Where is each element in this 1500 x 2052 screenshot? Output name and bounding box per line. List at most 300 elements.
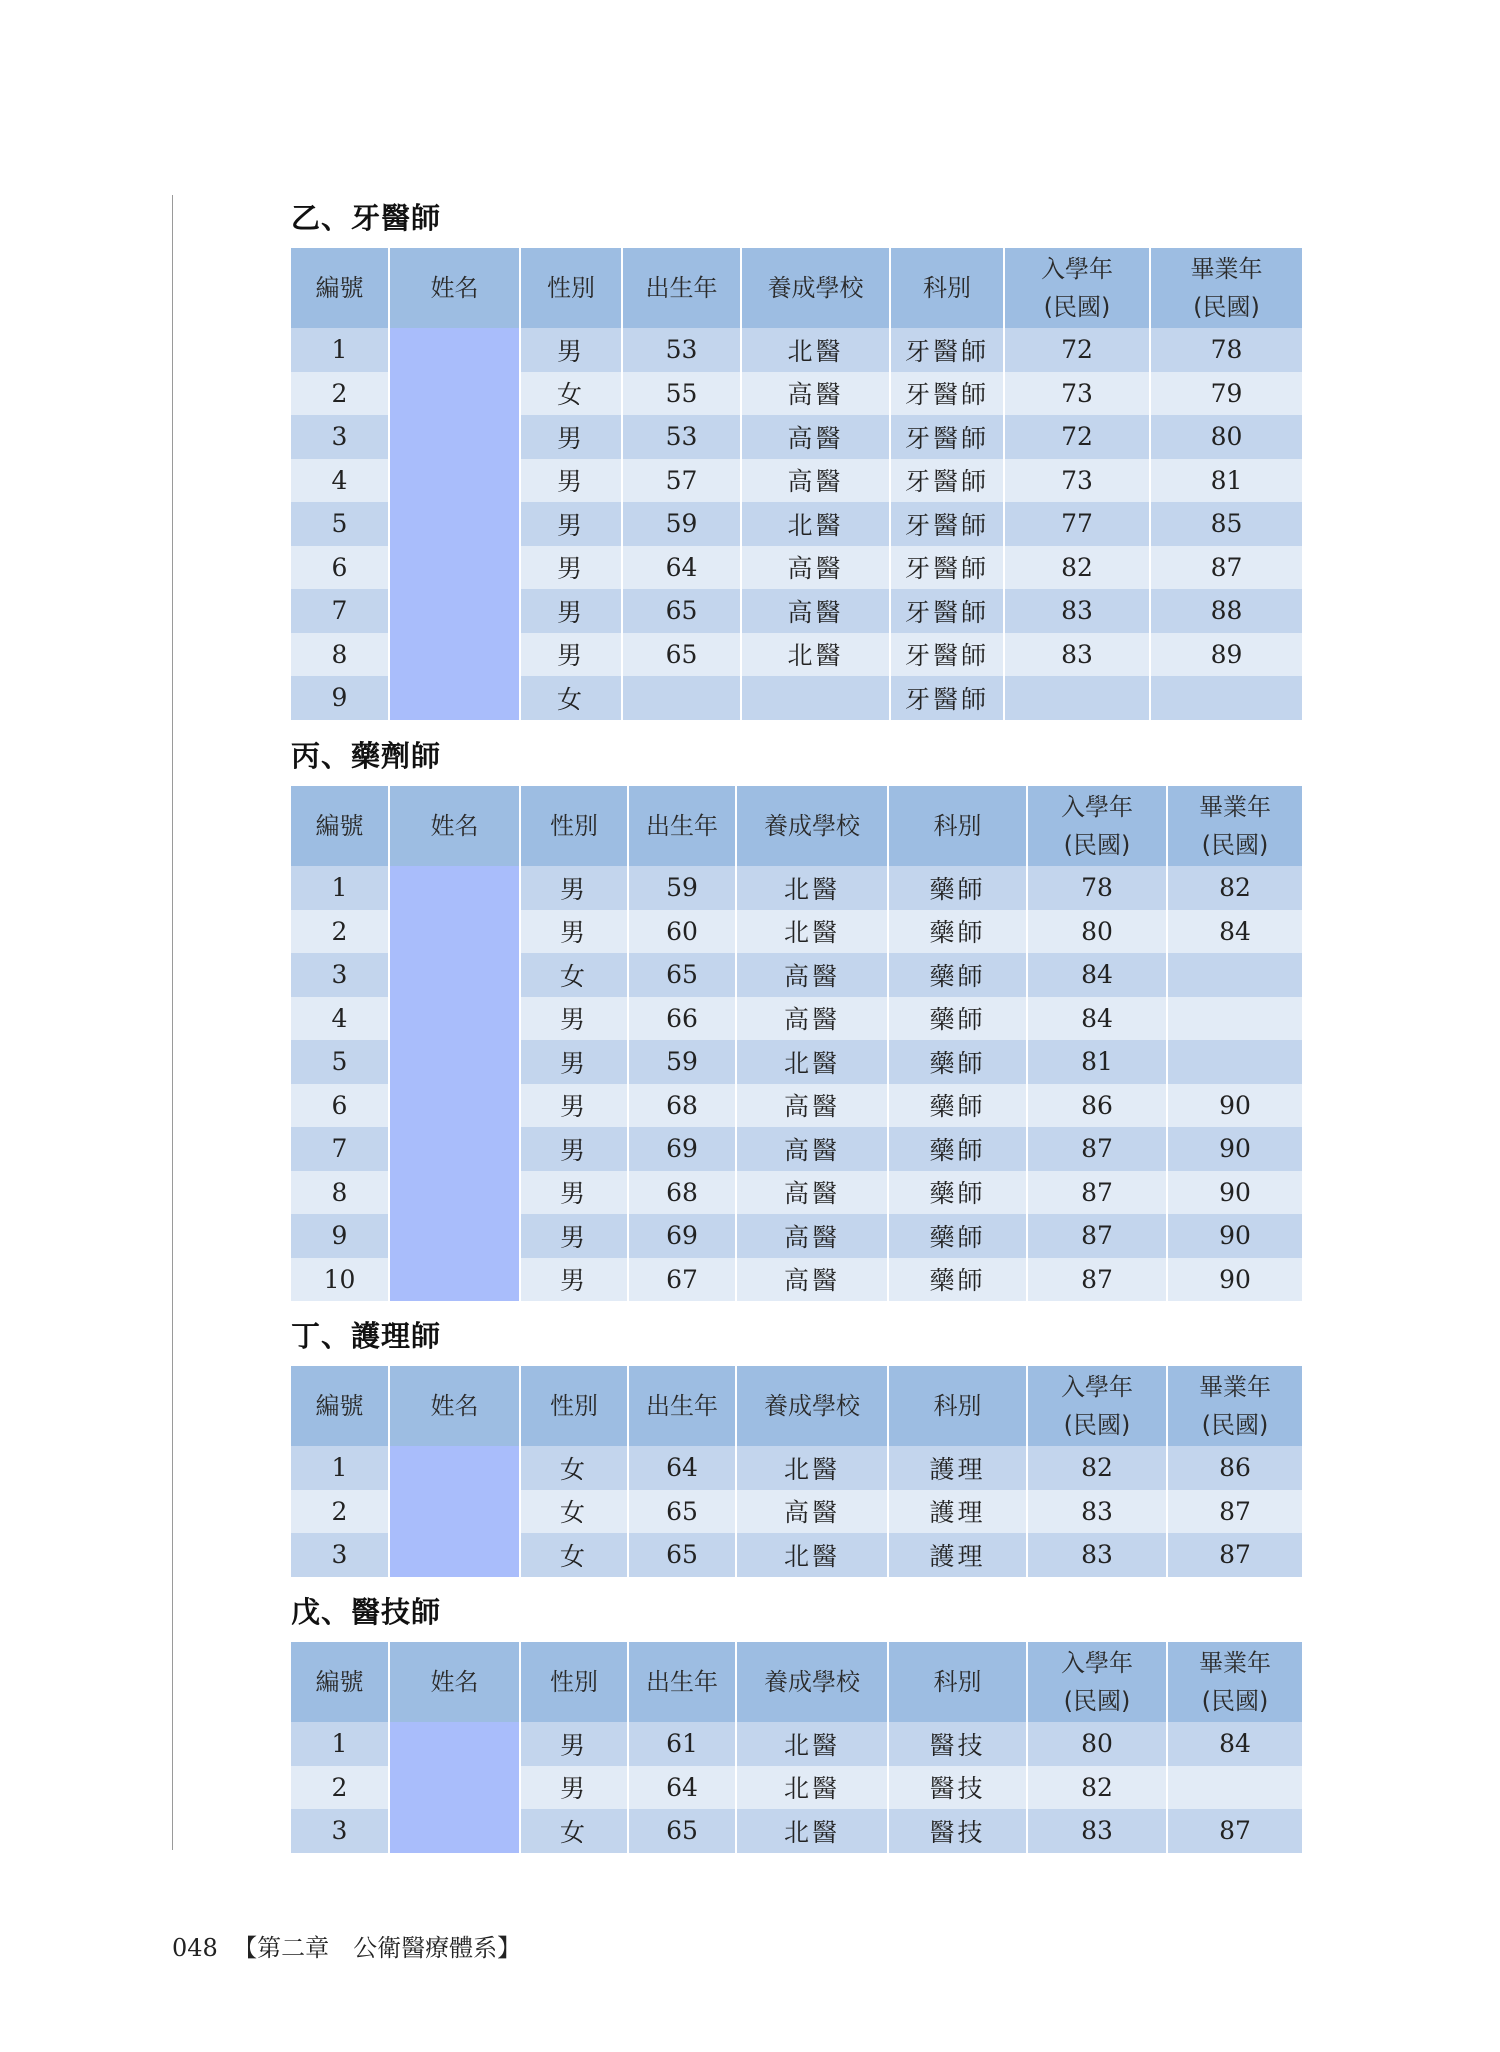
cell-birth-year: 53 xyxy=(622,415,741,459)
cell-number: 1 xyxy=(291,1722,389,1766)
table-row xyxy=(291,953,1302,997)
section-title: 丁、護理師 xyxy=(291,1319,442,1353)
cell-gender: 女 xyxy=(520,953,628,997)
cell-school: 高醫 xyxy=(741,546,890,590)
cell-gender: 男 xyxy=(520,1040,628,1084)
cell-birth-year: 57 xyxy=(622,459,741,503)
cell-specialty: 牙醫師 xyxy=(890,372,1004,416)
redacted-name-cell xyxy=(389,502,520,546)
header-label: 編號 xyxy=(315,1668,364,1696)
redacted-name-cell xyxy=(389,1490,520,1534)
header-label: 出生年 xyxy=(646,812,718,840)
cell-number: 5 xyxy=(291,502,389,546)
cell-specialty: 醫技 xyxy=(888,1809,1027,1853)
cell-number: 1 xyxy=(291,866,389,910)
cell-school: 高醫 xyxy=(736,997,888,1041)
table-row xyxy=(291,1722,1302,1766)
cell-specialty: 護理 xyxy=(888,1490,1027,1534)
table-row xyxy=(291,328,1302,372)
cell-birth-year: 65 xyxy=(628,1533,736,1577)
roster-table xyxy=(291,248,1302,720)
cell-enroll-year: 84 xyxy=(1027,997,1167,1041)
cell-number: 2 xyxy=(291,372,389,416)
cell-enroll-year: 73 xyxy=(1004,372,1150,416)
cell-school: 高醫 xyxy=(736,1127,888,1171)
cell-gender: 男 xyxy=(520,1084,628,1128)
redacted-name-cell xyxy=(389,1084,520,1128)
cell-specialty: 藥師 xyxy=(888,910,1027,954)
cell-school: 高醫 xyxy=(736,953,888,997)
header-name xyxy=(389,248,520,328)
header-label: (民國) xyxy=(1063,1411,1131,1439)
cell-gender: 男 xyxy=(520,459,622,503)
table-row xyxy=(291,589,1302,633)
cell-enroll-year: 80 xyxy=(1027,910,1167,954)
table-row xyxy=(291,1446,1302,1490)
cell-number: 3 xyxy=(291,953,389,997)
redacted-name-cell xyxy=(389,1446,520,1490)
redacted-name-cell xyxy=(389,1258,520,1302)
header-row xyxy=(291,1366,1302,1446)
cell-grad-year: 81 xyxy=(1150,459,1302,503)
header-label: 科別 xyxy=(923,274,971,302)
header-label: 畢業年 xyxy=(1199,1649,1271,1677)
header-label: 養成學校 xyxy=(767,274,864,302)
redacted-name-cell xyxy=(389,1171,520,1215)
cell-gender: 男 xyxy=(520,1214,628,1258)
cell-birth-year: 53 xyxy=(622,328,741,372)
table-row xyxy=(291,866,1302,910)
cell-birth-year: 67 xyxy=(628,1258,736,1302)
header-name xyxy=(389,1366,520,1446)
redacted-name-cell xyxy=(389,953,520,997)
cell-grad-year: 87 xyxy=(1167,1533,1302,1577)
header-label: 姓名 xyxy=(430,1668,479,1696)
table-row xyxy=(291,1809,1302,1853)
cell-enroll-year: 87 xyxy=(1027,1171,1167,1215)
header-school xyxy=(736,1642,888,1722)
header-label: 科別 xyxy=(933,812,982,840)
cell-number: 6 xyxy=(291,546,389,590)
header-birth-year xyxy=(628,1642,736,1722)
cell-grad-year: 85 xyxy=(1150,502,1302,546)
table-row xyxy=(291,1214,1302,1258)
cell-gender: 男 xyxy=(520,1766,628,1810)
redacted-name-cell xyxy=(389,1722,520,1766)
table-row xyxy=(291,546,1302,590)
chapter-title: 【第二章 公衛醫療體系】 xyxy=(233,1934,522,1962)
cell-enroll-year: 83 xyxy=(1027,1533,1167,1577)
section-title: 乙、牙醫師 xyxy=(291,201,442,235)
cell-school: 高醫 xyxy=(736,1490,888,1534)
cell-grad-year: 88 xyxy=(1150,589,1302,633)
cell-grad-year xyxy=(1167,997,1302,1041)
cell-grad-year: 84 xyxy=(1167,910,1302,954)
redacted-name-cell xyxy=(389,328,520,372)
cell-school: 高醫 xyxy=(736,1171,888,1215)
cell-birth-year: 60 xyxy=(628,910,736,954)
redacted-name-cell xyxy=(389,1214,520,1258)
header-number xyxy=(291,1366,389,1446)
cell-enroll-year: 78 xyxy=(1027,866,1167,910)
cell-grad-year: 78 xyxy=(1150,328,1302,372)
section-title: 丙、藥劑師 xyxy=(291,739,442,773)
cell-enroll-year: 83 xyxy=(1027,1809,1167,1853)
header-label: 養成學校 xyxy=(764,812,860,840)
cell-specialty: 藥師 xyxy=(888,1127,1027,1171)
cell-grad-year: 86 xyxy=(1167,1446,1302,1490)
table-row xyxy=(291,372,1302,416)
cell-specialty: 牙醫師 xyxy=(890,502,1004,546)
cell-specialty: 藥師 xyxy=(888,1214,1027,1258)
cell-school: 北醫 xyxy=(741,328,890,372)
header-grad-year xyxy=(1167,1642,1302,1722)
cell-specialty: 藥師 xyxy=(888,1040,1027,1084)
cell-enroll-year: 87 xyxy=(1027,1127,1167,1171)
header-school xyxy=(736,786,888,866)
cell-grad-year: 90 xyxy=(1167,1084,1302,1128)
cell-school: 高醫 xyxy=(736,1258,888,1302)
table-row xyxy=(291,997,1302,1041)
table-row xyxy=(291,1258,1302,1302)
cell-enroll-year: 82 xyxy=(1027,1766,1167,1810)
header-specialty xyxy=(890,248,1004,328)
table-row xyxy=(291,1533,1302,1577)
cell-birth-year: 65 xyxy=(622,589,741,633)
cell-specialty: 藥師 xyxy=(888,1258,1027,1302)
header-enroll-year xyxy=(1027,1366,1167,1446)
cell-school: 北醫 xyxy=(736,1533,888,1577)
cell-specialty: 醫技 xyxy=(888,1766,1027,1810)
header-enroll-year xyxy=(1004,248,1150,328)
cell-number: 8 xyxy=(291,633,389,677)
cell-grad-year: 89 xyxy=(1150,633,1302,677)
cell-gender: 男 xyxy=(520,633,622,677)
cell-grad-year: 90 xyxy=(1167,1127,1302,1171)
cell-school: 高醫 xyxy=(741,415,890,459)
cell-gender: 男 xyxy=(520,328,622,372)
header-row xyxy=(291,248,1302,328)
header-label: (民國) xyxy=(1201,1411,1269,1439)
cell-enroll-year: 82 xyxy=(1004,546,1150,590)
cell-grad-year: 80 xyxy=(1150,415,1302,459)
header-number xyxy=(291,1642,389,1722)
header-label: 入學年 xyxy=(1061,793,1133,821)
cell-birth-year: 59 xyxy=(628,1040,736,1084)
cell-gender: 男 xyxy=(520,502,622,546)
redacted-name-cell xyxy=(389,1766,520,1810)
page-number: 048 xyxy=(172,1934,218,1962)
redacted-name-cell xyxy=(389,546,520,590)
header-label: 養成學校 xyxy=(764,1392,860,1420)
header-label: (民國) xyxy=(1063,831,1131,859)
cell-birth-year: 69 xyxy=(628,1214,736,1258)
header-grad-year xyxy=(1167,786,1302,866)
cell-specialty: 藥師 xyxy=(888,997,1027,1041)
cell-number: 4 xyxy=(291,459,389,503)
cell-gender: 女 xyxy=(520,372,622,416)
cell-number: 7 xyxy=(291,1127,389,1171)
header-label: 出生年 xyxy=(646,1392,718,1420)
cell-school: 高醫 xyxy=(736,1084,888,1128)
cell-gender: 女 xyxy=(520,1809,628,1853)
header-name xyxy=(389,1642,520,1722)
cell-gender: 男 xyxy=(520,1258,628,1302)
section-title: 戊、醫技師 xyxy=(291,1595,442,1629)
table-row xyxy=(291,1766,1302,1810)
cell-birth-year: 64 xyxy=(628,1766,736,1810)
cell-birth-year: 59 xyxy=(628,866,736,910)
table-row xyxy=(291,1084,1302,1128)
table-row xyxy=(291,1127,1302,1171)
header-label: 畢業年 xyxy=(1199,1373,1271,1401)
cell-grad-year xyxy=(1167,1766,1302,1810)
cell-birth-year: 64 xyxy=(628,1446,736,1490)
header-label: (民國) xyxy=(1201,831,1269,859)
section-1 xyxy=(291,728,1302,1301)
cell-birth-year: 65 xyxy=(628,953,736,997)
cell-gender: 男 xyxy=(520,589,622,633)
cell-grad-year: 87 xyxy=(1167,1490,1302,1534)
table-row xyxy=(291,415,1302,459)
cell-school: 北醫 xyxy=(736,910,888,954)
cell-grad-year: 87 xyxy=(1150,546,1302,590)
header-label: 姓名 xyxy=(430,1392,479,1420)
cell-grad-year: 87 xyxy=(1167,1809,1302,1853)
section-0 xyxy=(291,190,1302,720)
header-grad-year xyxy=(1167,1366,1302,1446)
cell-birth-year: 69 xyxy=(628,1127,736,1171)
header-label: 性別 xyxy=(547,274,595,302)
header-label: 入學年 xyxy=(1041,255,1113,283)
cell-birth-year: 65 xyxy=(628,1490,736,1534)
cell-specialty: 醫技 xyxy=(888,1722,1027,1766)
header-label: 編號 xyxy=(315,274,364,302)
redacted-name-cell xyxy=(389,1127,520,1171)
cell-specialty: 牙醫師 xyxy=(890,459,1004,503)
cell-school: 北醫 xyxy=(736,866,888,910)
header-school xyxy=(741,248,890,328)
cell-specialty: 牙醫師 xyxy=(890,328,1004,372)
cell-gender: 男 xyxy=(520,1127,628,1171)
redacted-name-cell xyxy=(389,997,520,1041)
cell-enroll-year: 72 xyxy=(1004,415,1150,459)
cell-birth-year: 61 xyxy=(628,1722,736,1766)
header-label: 性別 xyxy=(550,1668,598,1696)
cell-grad-year: 82 xyxy=(1167,866,1302,910)
cell-gender: 女 xyxy=(520,1490,628,1534)
cell-gender: 男 xyxy=(520,997,628,1041)
cell-specialty: 牙醫師 xyxy=(890,415,1004,459)
header-specialty xyxy=(888,1642,1027,1722)
cell-enroll-year: 73 xyxy=(1004,459,1150,503)
header-label: 性別 xyxy=(550,1392,598,1420)
cell-number: 4 xyxy=(291,997,389,1041)
cell-gender: 女 xyxy=(520,1533,628,1577)
cell-grad-year: 90 xyxy=(1167,1171,1302,1215)
table-row xyxy=(291,910,1302,954)
cell-specialty: 藥師 xyxy=(888,953,1027,997)
redacted-name-cell xyxy=(389,372,520,416)
cell-school: 北醫 xyxy=(736,1766,888,1810)
cell-school: 高醫 xyxy=(736,1214,888,1258)
cell-number: 1 xyxy=(291,328,389,372)
cell-gender: 男 xyxy=(520,415,622,459)
section-3 xyxy=(291,1584,1302,1853)
cell-number: 2 xyxy=(291,1490,389,1534)
header-enroll-year xyxy=(1027,786,1167,866)
header-label: 養成學校 xyxy=(764,1668,860,1696)
header-gender xyxy=(520,248,622,328)
cell-school: 北醫 xyxy=(736,1722,888,1766)
cell-birth-year: 65 xyxy=(628,1809,736,1853)
cell-birth-year: 68 xyxy=(628,1084,736,1128)
redacted-name-cell xyxy=(389,1809,520,1853)
header-number xyxy=(291,248,389,328)
header-label: 出生年 xyxy=(646,1668,718,1696)
header-label: (民國) xyxy=(1063,1687,1131,1715)
cell-grad-year: 90 xyxy=(1167,1258,1302,1302)
header-label: 出生年 xyxy=(645,274,718,302)
cell-number: 7 xyxy=(291,589,389,633)
cell-birth-year: 66 xyxy=(628,997,736,1041)
header-label: 科別 xyxy=(933,1668,982,1696)
cell-enroll-year: 83 xyxy=(1027,1490,1167,1534)
cell-school: 北醫 xyxy=(736,1809,888,1853)
header-specialty xyxy=(888,786,1027,866)
header-gender xyxy=(520,1642,628,1722)
cell-enroll-year: 72 xyxy=(1004,328,1150,372)
cell-number: 3 xyxy=(291,415,389,459)
table-row xyxy=(291,1490,1302,1534)
cell-gender: 男 xyxy=(520,910,628,954)
cell-gender: 女 xyxy=(520,676,622,720)
header-number xyxy=(291,786,389,866)
header-birth-year xyxy=(628,786,736,866)
roster-table xyxy=(291,1642,1302,1853)
cell-enroll-year: 86 xyxy=(1027,1084,1167,1128)
redacted-name-cell xyxy=(389,676,520,720)
cell-enroll-year: 83 xyxy=(1004,633,1150,677)
roster-table xyxy=(291,786,1302,1301)
cell-grad-year xyxy=(1167,1040,1302,1084)
header-row xyxy=(291,786,1302,866)
header-label: 性別 xyxy=(550,812,598,840)
header-specialty xyxy=(888,1366,1027,1446)
cell-enroll-year: 80 xyxy=(1027,1722,1167,1766)
roster-table xyxy=(291,1366,1302,1577)
header-label: 入學年 xyxy=(1061,1373,1133,1401)
cell-school: 高醫 xyxy=(741,459,890,503)
cell-number: 9 xyxy=(291,1214,389,1258)
cell-specialty: 藥師 xyxy=(888,1084,1027,1128)
redacted-name-cell xyxy=(389,1533,520,1577)
cell-school: 北醫 xyxy=(736,1446,888,1490)
cell-gender: 男 xyxy=(520,1171,628,1215)
cell-birth-year xyxy=(622,676,741,720)
cell-gender: 女 xyxy=(520,1446,628,1490)
cell-specialty: 藥師 xyxy=(888,866,1027,910)
cell-grad-year xyxy=(1150,676,1302,720)
redacted-name-cell xyxy=(389,910,520,954)
cell-number: 5 xyxy=(291,1040,389,1084)
cell-number: 3 xyxy=(291,1533,389,1577)
cell-birth-year: 65 xyxy=(622,633,741,677)
cell-enroll-year: 84 xyxy=(1027,953,1167,997)
cell-school: 北醫 xyxy=(736,1040,888,1084)
table-row xyxy=(291,1040,1302,1084)
header-label: (民國) xyxy=(1043,293,1111,321)
header-grad-year xyxy=(1150,248,1302,328)
cell-specialty: 牙醫師 xyxy=(890,676,1004,720)
cell-enroll-year: 82 xyxy=(1027,1446,1167,1490)
header-label: (民國) xyxy=(1193,293,1260,321)
header-school xyxy=(736,1366,888,1446)
cell-gender: 男 xyxy=(520,546,622,590)
header-gender xyxy=(520,786,628,866)
header-row xyxy=(291,1642,1302,1722)
cell-number: 10 xyxy=(291,1258,389,1302)
cell-birth-year: 55 xyxy=(622,372,741,416)
header-label: 編號 xyxy=(315,1392,364,1420)
header-label: 編號 xyxy=(315,812,364,840)
cell-school: 高醫 xyxy=(741,589,890,633)
header-label: (民國) xyxy=(1201,1687,1269,1715)
cell-grad-year: 84 xyxy=(1167,1722,1302,1766)
redacted-name-cell xyxy=(389,589,520,633)
header-label: 姓名 xyxy=(430,812,479,840)
cell-specialty: 牙醫師 xyxy=(890,589,1004,633)
cell-enroll-year: 81 xyxy=(1027,1040,1167,1084)
header-birth-year xyxy=(622,248,741,328)
header-label: 入學年 xyxy=(1061,1649,1133,1677)
cell-birth-year: 68 xyxy=(628,1171,736,1215)
table-row xyxy=(291,502,1302,546)
cell-number: 2 xyxy=(291,910,389,954)
cell-school xyxy=(741,676,890,720)
table-row xyxy=(291,459,1302,503)
cell-number: 1 xyxy=(291,1446,389,1490)
header-gender xyxy=(520,1366,628,1446)
cell-birth-year: 64 xyxy=(622,546,741,590)
cell-specialty: 牙醫師 xyxy=(890,546,1004,590)
header-label: 科別 xyxy=(933,1392,982,1420)
redacted-name-cell xyxy=(389,1040,520,1084)
cell-enroll-year: 83 xyxy=(1004,589,1150,633)
cell-school: 北醫 xyxy=(741,502,890,546)
cell-enroll-year xyxy=(1004,676,1150,720)
redacted-name-cell xyxy=(389,866,520,910)
page-footer xyxy=(172,1928,521,1963)
cell-specialty: 牙醫師 xyxy=(890,633,1004,677)
cell-number: 8 xyxy=(291,1171,389,1215)
redacted-name-cell xyxy=(389,633,520,677)
cell-gender: 男 xyxy=(520,1722,628,1766)
cell-enroll-year: 87 xyxy=(1027,1258,1167,1302)
table-row xyxy=(291,633,1302,677)
header-enroll-year xyxy=(1027,1642,1167,1722)
header-label: 畢業年 xyxy=(1199,793,1271,821)
cell-specialty: 護理 xyxy=(888,1533,1027,1577)
margin-rule xyxy=(172,195,173,1850)
cell-school: 高醫 xyxy=(741,372,890,416)
cell-school: 北醫 xyxy=(741,633,890,677)
cell-grad-year: 90 xyxy=(1167,1214,1302,1258)
header-name xyxy=(389,786,520,866)
cell-enroll-year: 77 xyxy=(1004,502,1150,546)
cell-number: 2 xyxy=(291,1766,389,1810)
cell-number: 3 xyxy=(291,1809,389,1853)
